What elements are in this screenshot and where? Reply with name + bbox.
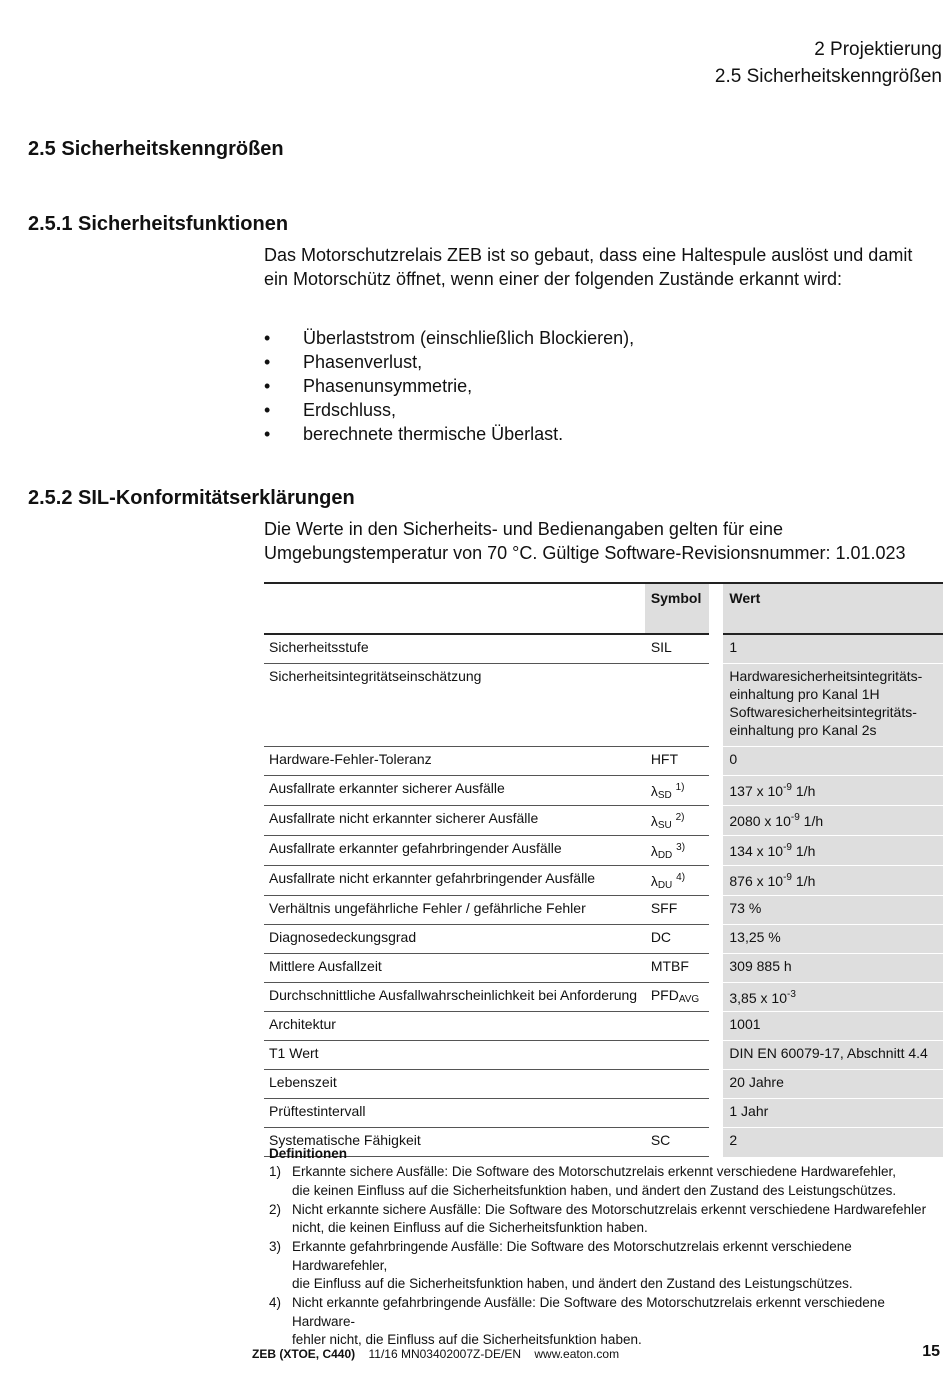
symbol-cell — [645, 983, 709, 1012]
value-unit: 1/h — [795, 783, 816, 799]
table-row — [264, 664, 943, 747]
param-cell: Ausfallrate erkannter gefahrbringender Ausfälle — [264, 836, 645, 866]
definition-line: die keinen Einfluss auf die Sicherheitsfunktion haben, und ändert den Zustand des Leistungschützes. — [292, 1182, 897, 1198]
list-item — [264, 398, 634, 422]
table-row — [264, 983, 943, 1012]
symbol-cell: MTBF — [645, 954, 709, 983]
running-header-chapter: 2 Projektierung — [814, 39, 942, 60]
value-exponent: -9 — [783, 842, 792, 853]
value-unit: 1/h — [803, 813, 824, 829]
param-cell: T1 Wert — [264, 1041, 645, 1070]
value-cell — [723, 776, 943, 806]
definition-number: 3) — [269, 1239, 282, 1255]
header-cell-symbol: Symbol — [645, 583, 709, 634]
value-line: Hardwaresicherheitsintegritäts- — [729, 668, 923, 684]
param-cell: Sicherheitsintegritätseinschätzung — [264, 664, 645, 747]
footer-document-number: 11/16 MN03402007Z-DE/EN — [368, 1347, 522, 1361]
param-cell: Mittlere Ausfallzeit — [264, 954, 645, 983]
footer-url: www.eaton.com — [534, 1347, 620, 1361]
table-row — [264, 954, 943, 983]
table-row — [264, 634, 943, 664]
list-item-text: Erdschluss, — [303, 400, 397, 420]
bullet-icon: • — [264, 376, 271, 396]
symbol-cell: SIL — [645, 634, 709, 664]
symbol-cell — [645, 1012, 709, 1041]
symbol-cell — [645, 664, 709, 747]
symbol-cell — [645, 1041, 709, 1070]
header-cell-parameter — [264, 583, 645, 634]
definition-line: Erkannte sichere Ausfälle: Die Software des Motorschutzrelais erkennt verschiedene Hardwarefehler, — [292, 1164, 897, 1180]
param-cell: Durchschnittliche Ausfallwahrscheinlichkeit bei Anforderung — [264, 983, 645, 1012]
list-item — [264, 422, 634, 446]
symbol-cell — [645, 806, 709, 836]
symbol-cell: SFF — [645, 896, 709, 925]
definition-item — [264, 1201, 944, 1238]
list-item — [264, 350, 634, 374]
value-cell: 73 % — [723, 896, 943, 925]
value-cell: 0 — [723, 747, 943, 776]
definition-item — [264, 1163, 944, 1200]
table-row — [264, 747, 943, 776]
definitions-title: Definitionen — [269, 1146, 347, 1161]
symbol-cell: HFT — [645, 747, 709, 776]
lambda-symbol: λ — [650, 843, 658, 859]
symbol-base: PFD — [650, 987, 679, 1003]
value-mantissa: 137 x 10 — [729, 783, 784, 799]
param-cell: Systematische Fähigkeit — [264, 1128, 645, 1157]
symbol-cell — [645, 836, 709, 866]
table-header-row — [264, 583, 943, 634]
symbol-cell: DC — [645, 925, 709, 954]
definition-item — [264, 1294, 944, 1349]
definition-number: 2) — [269, 1201, 282, 1217]
value-cell: 2 — [723, 1128, 943, 1157]
value-cell — [723, 806, 943, 836]
lambda-symbol: λ — [650, 873, 658, 889]
definition-line: Nicht erkannte gefahrbringende Ausfälle: Die Software des Motorschutzrelais erkennt verschiedene Hardware- — [292, 1295, 885, 1329]
list-item-text: Phasenverlust, — [303, 352, 423, 372]
table-row — [264, 866, 943, 896]
table-row — [264, 776, 943, 806]
value-line: einhaltung pro Kanal 1H — [729, 686, 880, 702]
value-cell — [723, 866, 943, 896]
value-exponent: -9 — [783, 782, 792, 793]
bullet-icon: • — [264, 424, 271, 444]
table-row — [264, 836, 943, 866]
table-row — [264, 1070, 943, 1099]
param-cell: Ausfallrate nicht erkannter gefahrbringender Ausfälle — [264, 866, 645, 896]
table-row — [264, 896, 943, 925]
param-cell: Ausfallrate erkannter sicherer Ausfälle — [264, 776, 645, 806]
value-mantissa: 3,85 x 10 — [729, 990, 787, 1006]
definition-line: nicht, die keinen Einfluss auf die Sicherheitsfunktion haben. — [292, 1220, 648, 1236]
symbol-cell — [645, 866, 709, 896]
value-unit: 1/h — [795, 873, 816, 889]
symbol-cell — [645, 1070, 709, 1099]
definition-line: fehler nicht, die Einfluss auf die Sicherheitsfunktion haben. — [292, 1331, 642, 1347]
definition-number: 4) — [269, 1295, 282, 1311]
value-cell: 20 Jahre — [723, 1070, 943, 1099]
list-item — [264, 374, 634, 398]
table-row — [264, 1041, 943, 1070]
param-cell: Lebenszeit — [264, 1070, 645, 1099]
value-exponent: -9 — [783, 872, 792, 883]
table-row — [264, 806, 943, 836]
table-row — [264, 1099, 943, 1128]
section-title: 2.5 Sicherheitskenngrößen — [28, 138, 284, 160]
value-line: einhaltung pro Kanal 2s — [729, 722, 877, 738]
definition-item — [264, 1238, 944, 1293]
symbol-subscript: DD — [657, 850, 673, 861]
safety-functions-intro: Das Motorschutzrelais ZEB ist so gebaut, dass eine Haltespule auslöst und damit ein Motorschütz öffnet, wenn einer der folgenden Zustände erkannt wird: — [264, 245, 913, 289]
list-item-text: Phasenunsymmetrie, — [303, 376, 473, 396]
value-cell: 1001 — [723, 1012, 943, 1041]
page-number: 15 — [922, 1343, 940, 1360]
list-item-text: Überlaststrom (einschließlich Blockieren), — [303, 328, 635, 348]
symbol-subscript: SU — [657, 820, 672, 831]
lambda-symbol: λ — [650, 813, 658, 829]
param-cell: Ausfallrate nicht erkannter sicherer Ausfälle — [264, 806, 645, 836]
value-mantissa: 2080 x 10 — [729, 813, 791, 829]
footnote-ref: 2) — [675, 812, 685, 823]
value-mantissa: 134 x 10 — [729, 843, 784, 859]
footnote-ref: 3) — [676, 842, 686, 853]
table-row — [264, 1012, 943, 1041]
symbol-subscript: DU — [657, 880, 673, 891]
value-cell: 309 885 h — [723, 954, 943, 983]
running-header-section: 2.5 Sicherheitskenngrößen — [714, 66, 942, 87]
symbol-cell — [645, 776, 709, 806]
value-cell — [723, 664, 943, 747]
footnote-ref: 4) — [676, 872, 686, 883]
value-cell — [723, 983, 943, 1012]
value-unit: 1/h — [795, 843, 816, 859]
symbol-cell: SC — [645, 1128, 709, 1157]
value-exponent: -3 — [786, 989, 796, 1000]
sil-data-table — [264, 582, 943, 1157]
symbol-subscript: SD — [657, 790, 672, 801]
header-cell-value: Wert — [723, 583, 943, 634]
bullet-icon: • — [264, 352, 271, 372]
param-cell: Verhältnis ungefährliche Fehler / gefährliche Fehler — [264, 896, 645, 925]
value-cell: 1 Jahr — [723, 1099, 943, 1128]
value-cell — [723, 836, 943, 866]
footer-product: ZEB (XTOE, C440) — [252, 1347, 356, 1361]
running-header — [715, 36, 942, 90]
lambda-symbol: λ — [650, 783, 658, 799]
value-cell: DIN EN 60079-17, Abschnitt 4.4 — [723, 1041, 943, 1070]
definition-line: Nicht erkannte sichere Ausfälle: Die Software des Motorschutzrelais erkennt verschiedene Hardwarefehler — [292, 1201, 927, 1217]
param-cell: Architektur — [264, 1012, 645, 1041]
bullet-icon: • — [264, 328, 271, 348]
value-line: Softwaresicherheitsintegritäts- — [729, 704, 917, 720]
definition-line: die Einfluss auf die Sicherheitsfunktion haben, und ändert den Zustand des Leistungschützes. — [292, 1276, 853, 1292]
subsection-title-sil: 2.5.2 SIL-Konformitätserklärungen — [28, 487, 355, 509]
list-item — [264, 326, 634, 350]
value-mantissa: 876 x 10 — [729, 873, 784, 889]
value-exponent: -9 — [790, 812, 800, 823]
footnote-ref: 1) — [675, 782, 685, 793]
list-item-text: berechnete thermische Überlast. — [303, 424, 564, 444]
symbol-subscript: AVG — [678, 994, 700, 1005]
sil-intro: Die Werte in den Sicherheits- und Bedienangaben gelten für eine Umgebungstemperatur von 70 °C. Gültige Software-Revisionsnummer: 1.01.023 — [264, 519, 906, 563]
symbol-cell — [645, 1099, 709, 1128]
definition-number: 1) — [269, 1164, 282, 1180]
param-cell: Diagnosedeckungsgrad — [264, 925, 645, 954]
table-row — [264, 925, 943, 954]
condition-list — [264, 326, 634, 446]
value-cell: 13,25 % — [723, 925, 943, 954]
param-cell: Hardware-Fehler-Toleranz — [264, 747, 645, 776]
definition-line: Erkannte gefahrbringende Ausfälle: Die Software des Motorschutzrelais erkennt verschiedene Hardwarefehler, — [292, 1239, 852, 1273]
value-cell: 1 — [723, 634, 943, 664]
bullet-icon: • — [264, 400, 271, 420]
subsection-title-safety-functions: 2.5.1 Sicherheitsfunktionen — [28, 213, 289, 235]
param-cell: Sicherheitsstufe — [264, 634, 645, 664]
param-cell: Prüftestintervall — [264, 1099, 645, 1128]
page-footer — [252, 1347, 619, 1361]
definitions — [264, 1145, 944, 1350]
